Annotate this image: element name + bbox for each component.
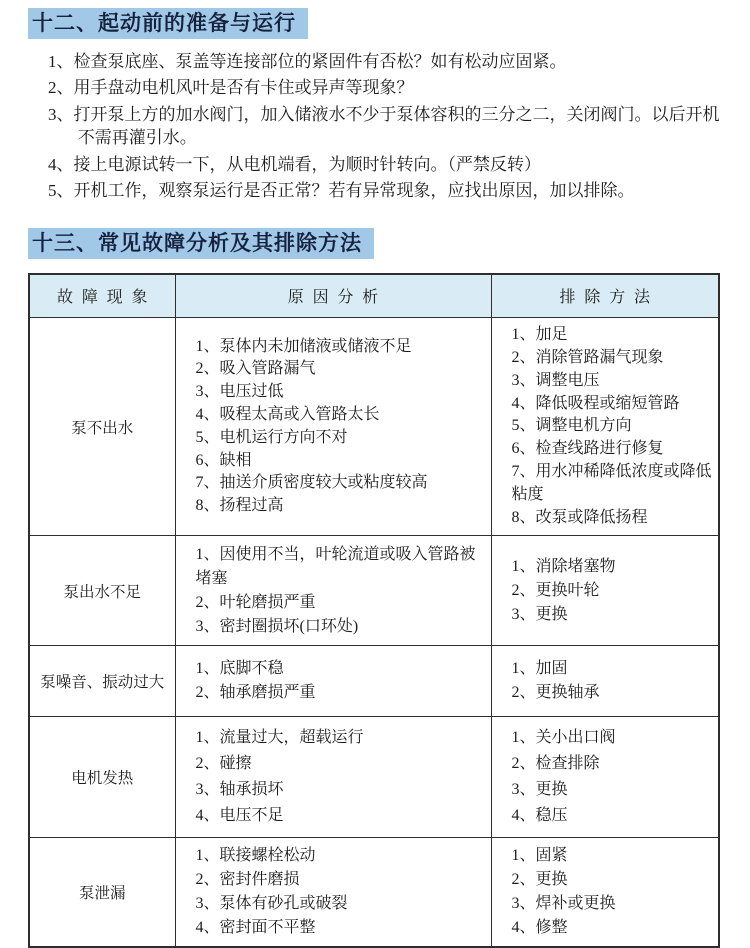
cause-item: 3、轴承损坏 bbox=[195, 781, 284, 799]
remedy-item: 1、关小出口阀 bbox=[511, 729, 616, 747]
remedy-item: 1、消除堵塞物 bbox=[511, 557, 616, 575]
remedy-item: 2、消除管路漏气现象 bbox=[511, 349, 664, 367]
fault-name: 泵泄漏 bbox=[29, 838, 175, 948]
cause-list bbox=[196, 336, 487, 518]
section-startup-preparation bbox=[28, 8, 720, 203]
remedy-item: 4、稳压 bbox=[511, 807, 568, 825]
cause-cell bbox=[175, 318, 491, 536]
cause-item: 4、吸程太高或入管路太长 bbox=[195, 406, 380, 423]
section-fault-analysis bbox=[28, 228, 720, 948]
cause-item: 1、因使用不当，叶轮流道或吸入管路被堵塞 bbox=[195, 545, 476, 587]
cause-item: 8、扬程过高 bbox=[195, 497, 284, 515]
remedy-item: 7、用水冲稀降低浓度或降低粘度 bbox=[511, 463, 712, 503]
section-12-list-item: 2、用手盘动电机风叶是否有卡住或异声等现象？ bbox=[48, 78, 414, 98]
remedy-list bbox=[512, 844, 715, 940]
remedy-item: 2、更换叶轮 bbox=[511, 581, 600, 599]
fault-troubleshooting-table bbox=[28, 273, 720, 948]
cause-list bbox=[196, 725, 487, 829]
fault-name: 泵不出水 bbox=[29, 318, 175, 536]
remedy-list bbox=[512, 725, 715, 829]
remedy-item: 1、加固 bbox=[511, 660, 568, 678]
remedy-item: 6、检查线路进行修复 bbox=[511, 440, 664, 458]
section-12-heading bbox=[28, 8, 720, 39]
cause-item: 5、电机运行方向不对 bbox=[195, 428, 348, 446]
cause-cell bbox=[175, 717, 491, 838]
section-12-list-item: 1、检查泵底座、泵盖等连接部位的紧固件有否松？如有松动应固紧。 bbox=[48, 52, 567, 71]
remedy-item: 3、更换 bbox=[511, 781, 568, 799]
remedy-cell bbox=[491, 717, 719, 838]
remedy-item: 3、焊补或更换 bbox=[511, 895, 616, 913]
remedy-item: 5、调整电机方向 bbox=[511, 417, 632, 435]
table-row bbox=[29, 646, 719, 717]
fault-name: 电机发热 bbox=[29, 717, 175, 838]
remedy-item: 1、固紧 bbox=[511, 847, 568, 865]
cause-item: 4、电压不足 bbox=[195, 807, 284, 825]
remedy-item: 3、调整电压 bbox=[511, 371, 600, 389]
cause-item: 2、轴承磨损严重 bbox=[195, 684, 316, 702]
header-fault-phenomenon: 故障现象 bbox=[29, 274, 175, 318]
remedy-item: 2、更换轴承 bbox=[511, 684, 600, 702]
remedy-item: 8、改泵或降低扬程 bbox=[511, 508, 648, 526]
table-row bbox=[29, 838, 719, 948]
table-header-row bbox=[29, 274, 719, 318]
cause-list bbox=[196, 657, 487, 705]
remedy-item: 4、降低吸程或缩短管路 bbox=[511, 394, 680, 412]
remedy-item: 2、检查排除 bbox=[511, 755, 600, 773]
section-12-list-item: 5、开机工作，观察泵运行是否正常？若有异常现象，应找出原因，加以排除。 bbox=[48, 181, 635, 201]
cause-item: 3、泵体有砂孔或破裂 bbox=[195, 895, 348, 913]
table-row bbox=[29, 536, 719, 646]
header-remedy-method: 排除方法 bbox=[491, 274, 719, 318]
fault-name: 泵出水不足 bbox=[29, 536, 175, 646]
cause-item: 1、底脚不稳 bbox=[195, 660, 284, 678]
cause-item: 2、吸入管路漏气 bbox=[195, 360, 316, 378]
cause-item: 4、密封面不平整 bbox=[195, 919, 316, 937]
cause-item: 1、泵体内未加储液或储液不足 bbox=[195, 337, 412, 355]
cause-item: 2、叶轮磨损严重 bbox=[195, 593, 316, 611]
section-12-list bbox=[48, 50, 720, 203]
cause-item: 6、缺相 bbox=[195, 451, 252, 469]
cause-cell bbox=[175, 838, 491, 948]
section-13-title: 十三、常见故障分析及其排除方法 bbox=[28, 228, 374, 259]
remedy-item: 2、更换 bbox=[511, 871, 568, 889]
table-row bbox=[29, 318, 719, 536]
cause-item: 3、密封圈损坏(口环处) bbox=[195, 617, 359, 635]
remedy-item: 3、更换 bbox=[511, 605, 568, 623]
remedy-cell bbox=[491, 646, 719, 717]
remedy-cell bbox=[491, 318, 719, 536]
cause-item: 3、电压过低 bbox=[195, 383, 284, 401]
cause-item: 2、碰擦 bbox=[195, 755, 252, 773]
table-row bbox=[29, 717, 719, 838]
remedy-cell bbox=[491, 536, 719, 646]
cause-list bbox=[196, 543, 487, 639]
cause-cell bbox=[175, 646, 491, 717]
cause-cell bbox=[175, 536, 491, 646]
fault-name: 泵噪音、振动过大 bbox=[29, 646, 175, 717]
remedy-cell bbox=[491, 838, 719, 948]
remedy-item: 1、加足 bbox=[511, 326, 568, 344]
section-13-heading bbox=[28, 228, 720, 259]
section-12-title: 十二、起动前的准备与运行 bbox=[28, 8, 308, 39]
cause-list bbox=[196, 844, 487, 940]
cause-item: 7、抽送介质密度较大或粘度较高 bbox=[195, 474, 428, 492]
section-12-list-item: 3、打开泵上方的加水阀门，加入储液水不少于泵体容积的三分之二，关闭阀门。以后开机不需再灌引水。 bbox=[48, 104, 720, 148]
remedy-list bbox=[512, 555, 715, 627]
cause-item: 2、密封件磨损 bbox=[195, 871, 300, 889]
remedy-list bbox=[512, 324, 715, 529]
remedy-item: 4、修整 bbox=[511, 919, 568, 937]
section-12-list-item: 4、接上电源试转一下，从电机端看，为顺时针转向。（严禁反转） bbox=[48, 154, 541, 174]
cause-item: 1、联接螺栓松动 bbox=[195, 847, 316, 865]
cause-item: 1、流量过大，超载运行 bbox=[195, 729, 364, 747]
remedy-list bbox=[512, 657, 715, 705]
header-cause-analysis: 原因分析 bbox=[175, 274, 491, 318]
